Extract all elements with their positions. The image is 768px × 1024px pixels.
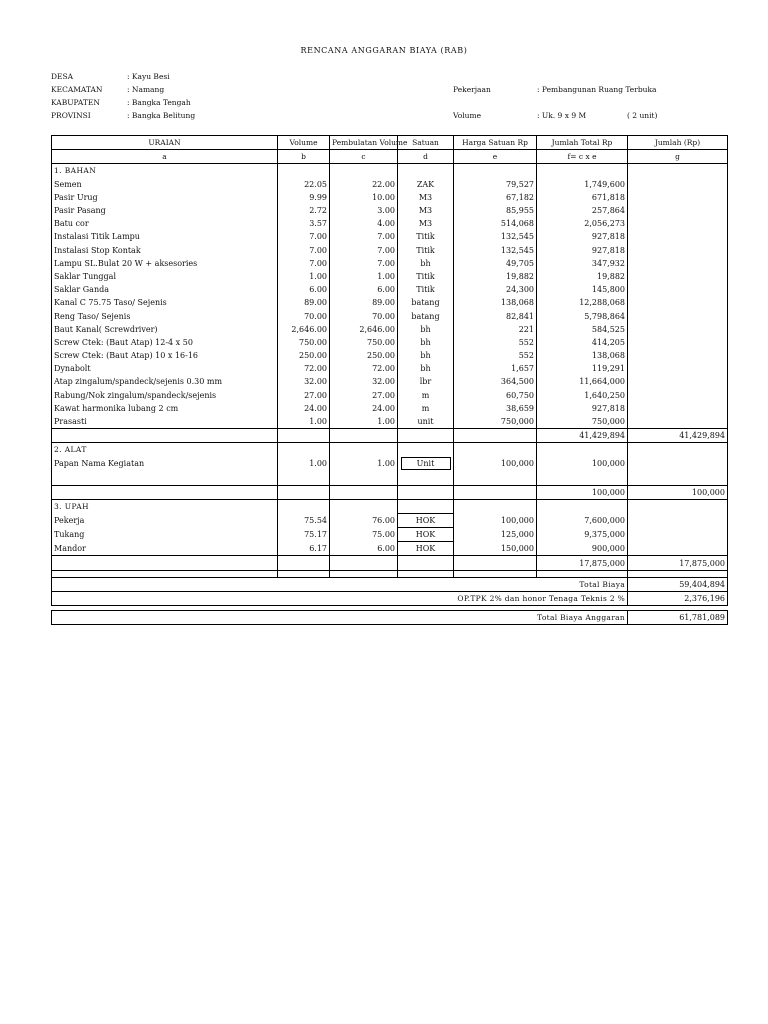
- alat-jumlah: 100,000: [628, 485, 728, 499]
- alat-spacer-row-cell: [52, 471, 278, 486]
- item-jumlah: [628, 415, 728, 429]
- upah-subtotal-cell: [330, 556, 398, 570]
- item-satuan: unit: [398, 415, 454, 429]
- item-satuan: Titik: [398, 244, 454, 257]
- item-total: 927,818: [537, 402, 628, 415]
- item-pembulatan: 32.00: [330, 375, 398, 388]
- item-harga: 364,500: [454, 375, 537, 388]
- item-jumlah: [628, 257, 728, 270]
- alat-spacer-row-cell: [537, 471, 628, 486]
- item-volume: 1.00: [278, 415, 330, 429]
- alat-spacer-row-cell: [278, 471, 330, 486]
- upah-subtotal-cell: [52, 556, 278, 570]
- item-jumlah: [628, 389, 728, 402]
- info-kecamatan-value: : Namang: [127, 85, 165, 94]
- item-volume: 1.00: [278, 270, 330, 283]
- bahan-section-cell: [398, 164, 454, 178]
- info-provinsi: [51, 111, 195, 120]
- upah-section-row: [52, 499, 728, 513]
- letter-e: e: [454, 150, 537, 164]
- item-total: 100,000: [537, 457, 628, 471]
- item-pembulatan: 6.00: [330, 283, 398, 296]
- bahan-section-cell: [278, 164, 330, 178]
- item-harga: 514,068: [454, 217, 537, 230]
- col-uraian: URAIAN: [52, 136, 278, 150]
- item-total: 11,664,000: [537, 375, 628, 388]
- item-total: 414,205: [537, 336, 628, 349]
- item-satuan: HOK: [398, 528, 454, 542]
- alat-row: [52, 457, 728, 471]
- item-volume: 7.00: [278, 230, 330, 243]
- item-satuan: batang: [398, 296, 454, 309]
- item-pembulatan: 3.00: [330, 204, 398, 217]
- alat-section-cell: [330, 443, 398, 457]
- item-total: 927,818: [537, 230, 628, 243]
- item-satuan: ZAK: [398, 178, 454, 191]
- bahan-row: [52, 375, 728, 388]
- item-satuan: M3: [398, 204, 454, 217]
- bahan-row: [52, 415, 728, 429]
- item-pembulatan: 10.00: [330, 191, 398, 204]
- item-harga: 19,882: [454, 270, 537, 283]
- upah-subtotal-cell: [278, 556, 330, 570]
- item-pembulatan: 250.00: [330, 349, 398, 362]
- alat-section-label: 2. ALAT: [52, 443, 278, 457]
- alat-subtotal-cell: [278, 485, 330, 499]
- bahan-row: [52, 257, 728, 270]
- item-total: 1,749,600: [537, 178, 628, 191]
- item-total: 19,882: [537, 270, 628, 283]
- item-volume: 9.99: [278, 191, 330, 204]
- alat-spacer-row-cell: [454, 471, 537, 486]
- item-name: Atap zingalum/spandeck/sejenis 0.30 mm: [52, 375, 278, 388]
- col-satuan: Satuan: [398, 136, 454, 150]
- item-harga: 150,000: [454, 542, 537, 556]
- item-name: Rabung/Nok zingalum/spandeck/sejenis: [52, 389, 278, 402]
- alat-subtotal-cell: [398, 485, 454, 499]
- bahan-subtotal-cell: [454, 429, 537, 443]
- item-satuan: Titik: [398, 270, 454, 283]
- info-provinsi-value: : Bangka Belitung: [127, 111, 196, 120]
- upah-section-cell: [537, 499, 628, 513]
- item-harga: 100,000: [454, 513, 537, 527]
- item-pembulatan: 89.00: [330, 296, 398, 309]
- upah-row: [52, 542, 728, 556]
- total-biaya-value: 59,404,894: [628, 577, 728, 591]
- item-volume: 750.00: [278, 336, 330, 349]
- item-satuan: bh: [398, 336, 454, 349]
- item-jumlah: [628, 542, 728, 556]
- item-name: Screw Ctek: (Baut Atap) 12-4 x 50: [52, 336, 278, 349]
- upah-subtotal: 17,875,000: [537, 556, 628, 570]
- bahan-subtotal-cell: [330, 429, 398, 443]
- item-name: Papan Nama Kegiatan: [52, 457, 278, 471]
- bahan-subtotal: 41,429,894: [537, 429, 628, 443]
- item-jumlah: [628, 270, 728, 283]
- rab-body: [52, 164, 728, 625]
- item-name: Kawat harmonika lubang 2 cm: [52, 402, 278, 415]
- item-harga: 49,705: [454, 257, 537, 270]
- item-name: Semen: [52, 178, 278, 191]
- item-volume: 75.54: [278, 513, 330, 527]
- item-jumlah: [628, 204, 728, 217]
- item-volume: 7.00: [278, 244, 330, 257]
- bahan-row: [52, 349, 728, 362]
- item-total: 138,068: [537, 349, 628, 362]
- gap-row-cell: [628, 570, 728, 577]
- bahan-row: [52, 402, 728, 415]
- item-jumlah: [628, 336, 728, 349]
- item-volume: 2.72: [278, 204, 330, 217]
- gap-row-cell: [398, 570, 454, 577]
- item-total: 1,640,250: [537, 389, 628, 402]
- item-pembulatan: 70.00: [330, 309, 398, 322]
- item-harga: 132,545: [454, 244, 537, 257]
- bahan-subtotal-cell: [52, 429, 278, 443]
- alat-section-cell: [454, 443, 537, 457]
- alat-subtotal-cell: [52, 485, 278, 499]
- item-jumlah: [628, 528, 728, 542]
- upah-subtotal-row: [52, 556, 728, 570]
- bahan-row: [52, 323, 728, 336]
- item-name: Pasir Urug: [52, 191, 278, 204]
- item-jumlah: [628, 191, 728, 204]
- bahan-section-cell: [537, 164, 628, 178]
- letter-c: c: [330, 150, 398, 164]
- item-jumlah: [628, 375, 728, 388]
- item-harga: 221: [454, 323, 537, 336]
- item-harga: 750,000: [454, 415, 537, 429]
- item-harga: 79,527: [454, 178, 537, 191]
- item-total: 927,818: [537, 244, 628, 257]
- bahan-subtotal-cell: [278, 429, 330, 443]
- item-pembulatan: 75.00: [330, 528, 398, 542]
- bahan-subtotal-row: [52, 429, 728, 443]
- col-jumlah-total: Jumlah Total Rp: [537, 136, 628, 150]
- item-total: 12,288,068: [537, 296, 628, 309]
- bahan-row: [52, 296, 728, 309]
- bahan-section-cell: [628, 164, 728, 178]
- upah-section-label: 3. UPAH: [52, 499, 278, 513]
- item-name: Pasir Pasang: [52, 204, 278, 217]
- item-jumlah: [628, 402, 728, 415]
- alat-section-cell: [278, 443, 330, 457]
- item-name: Screw Ctek: (Baut Atap) 10 x 16-16: [52, 349, 278, 362]
- item-volume: 22.05: [278, 178, 330, 191]
- total-anggaran-label: Total Biaya Anggaran: [52, 611, 628, 625]
- item-volume: 32.00: [278, 375, 330, 388]
- alat-spacer-row-cell: [398, 471, 454, 486]
- col-harga-satuan: Harga Satuan Rp: [454, 136, 537, 150]
- upah-section-cell: [398, 499, 454, 513]
- bahan-jumlah: 41,429,894: [628, 429, 728, 443]
- item-name: Kanal C 75.75 Taso/ Sejenis: [52, 296, 278, 309]
- item-name: Pekerja: [52, 513, 278, 527]
- bahan-row: [52, 191, 728, 204]
- item-jumlah: [628, 309, 728, 322]
- alat-section-row: [52, 443, 728, 457]
- item-name: Instalasi Stop Kontak: [52, 244, 278, 257]
- letters-row: [52, 150, 728, 164]
- alat-section-cell: [537, 443, 628, 457]
- bahan-row: [52, 178, 728, 191]
- item-jumlah: [628, 283, 728, 296]
- bahan-row: [52, 309, 728, 322]
- item-harga: 85,955: [454, 204, 537, 217]
- item-harga: 24,300: [454, 283, 537, 296]
- item-harga: 552: [454, 349, 537, 362]
- item-name: Tukang: [52, 528, 278, 542]
- item-harga: 67,182: [454, 191, 537, 204]
- item-volume: 2,646.00: [278, 323, 330, 336]
- item-pembulatan: 1.00: [330, 457, 398, 471]
- item-pembulatan: 4.00: [330, 217, 398, 230]
- item-harga: 125,000: [454, 528, 537, 542]
- bahan-row: [52, 244, 728, 257]
- info-kabupaten: [51, 98, 191, 107]
- item-pembulatan: 24.00: [330, 402, 398, 415]
- item-pembulatan: 1.00: [330, 270, 398, 283]
- alat-subtotal-cell: [454, 485, 537, 499]
- item-jumlah: [628, 244, 728, 257]
- item-satuan: m: [398, 402, 454, 415]
- item-volume: 250.00: [278, 349, 330, 362]
- upah-subtotal-cell: [398, 556, 454, 570]
- op-tpk-row: [52, 591, 728, 605]
- item-volume: 1.00: [278, 457, 330, 471]
- info-volume-key: Volume: [453, 111, 482, 120]
- bahan-row: [52, 217, 728, 230]
- upah-row: [52, 528, 728, 542]
- item-volume: 70.00: [278, 309, 330, 322]
- item-volume: 3.57: [278, 217, 330, 230]
- item-volume: 24.00: [278, 402, 330, 415]
- item-satuan: batang: [398, 309, 454, 322]
- info-volume-value: : Uk. 9 x 9 M: [537, 111, 587, 120]
- letter-f: f= c x e: [537, 150, 628, 164]
- item-pembulatan: 7.00: [330, 230, 398, 243]
- item-satuan: HOK: [398, 513, 454, 527]
- upah-section-cell: [454, 499, 537, 513]
- item-pembulatan: 27.00: [330, 389, 398, 402]
- alat-spacer-row: [52, 471, 728, 486]
- item-satuan: bh: [398, 349, 454, 362]
- item-jumlah: [628, 513, 728, 527]
- item-total: 347,932: [537, 257, 628, 270]
- letter-g: g: [628, 150, 728, 164]
- info-kecamatan: [51, 85, 164, 94]
- item-jumlah: [628, 217, 728, 230]
- item-jumlah: [628, 230, 728, 243]
- bahan-section-cell: [454, 164, 537, 178]
- info-desa-value: : Kayu Besi: [127, 72, 170, 81]
- item-satuan: bh: [398, 323, 454, 336]
- gap-row-cell: [454, 570, 537, 577]
- item-jumlah: [628, 457, 728, 471]
- rab-table: [51, 135, 728, 625]
- header-row: [52, 136, 728, 150]
- total-anggaran-value: 61,781,089: [628, 611, 728, 625]
- upah-section-cell: [330, 499, 398, 513]
- item-name: Saklar Tunggal: [52, 270, 278, 283]
- item-harga: 60,750: [454, 389, 537, 402]
- item-total: 584,525: [537, 323, 628, 336]
- total-anggaran-row: [52, 611, 728, 625]
- item-pembulatan: 22.00: [330, 178, 398, 191]
- bahan-row: [52, 336, 728, 349]
- bahan-row: [52, 230, 728, 243]
- item-name: Prasasti: [52, 415, 278, 429]
- alat-subtotal-cell: [330, 485, 398, 499]
- alat-section-cell: [628, 443, 728, 457]
- item-volume: 6.17: [278, 542, 330, 556]
- item-satuan: bh: [398, 362, 454, 375]
- letter-b: b: [278, 150, 330, 164]
- op-tpk-value: 2,376,196: [628, 591, 728, 605]
- col-volume: Volume: [278, 136, 330, 150]
- item-harga: 38,659: [454, 402, 537, 415]
- item-volume: 6.00: [278, 283, 330, 296]
- item-pembulatan: 7.00: [330, 257, 398, 270]
- info-pekerjaan-key: Pekerjaan: [453, 85, 491, 94]
- item-total: 900,000: [537, 542, 628, 556]
- item-pembulatan: 72.00: [330, 362, 398, 375]
- item-total: 257,864: [537, 204, 628, 217]
- item-harga: 132,545: [454, 230, 537, 243]
- item-name: Baut Kanal( Screwdriver): [52, 323, 278, 336]
- item-total: 119,291: [537, 362, 628, 375]
- alat-spacer-row-cell: [330, 471, 398, 486]
- gap-row-cell: [330, 570, 398, 577]
- item-satuan: HOK: [398, 542, 454, 556]
- item-harga: 82,841: [454, 309, 537, 322]
- bahan-section-label: 1. BAHAN: [52, 164, 278, 178]
- item-satuan: lbr: [398, 375, 454, 388]
- info-provinsi-key: PROVINSI: [51, 111, 91, 120]
- item-satuan: [398, 457, 454, 471]
- upah-section-cell: [278, 499, 330, 513]
- item-harga: 100,000: [454, 457, 537, 471]
- op-tpk-label: OP.TPK 2% dan honor Tenaga Teknis 2 %: [52, 591, 628, 605]
- total-biaya-label: Total Biaya: [52, 577, 628, 591]
- item-jumlah: [628, 362, 728, 375]
- item-name: Saklar Ganda: [52, 283, 278, 296]
- item-volume: 89.00: [278, 296, 330, 309]
- item-jumlah: [628, 349, 728, 362]
- item-satuan: M3: [398, 217, 454, 230]
- item-total: 9,375,000: [537, 528, 628, 542]
- item-pembulatan: 7.00: [330, 244, 398, 257]
- item-satuan: m: [398, 389, 454, 402]
- bahan-row: [52, 204, 728, 217]
- item-pembulatan: 2,646.00: [330, 323, 398, 336]
- gap-row-cell: [278, 570, 330, 577]
- item-total: 2,056,273: [537, 217, 628, 230]
- letter-a: a: [52, 150, 278, 164]
- total-biaya-row: [52, 577, 728, 591]
- alat-subtotal: 100,000: [537, 485, 628, 499]
- info-unit-note: ( 2 unit): [627, 111, 658, 120]
- bahan-section-cell: [330, 164, 398, 178]
- info-kecamatan-key: KECAMATAN: [51, 85, 103, 94]
- item-name: Instalasi Titik Lampu: [52, 230, 278, 243]
- info-pekerjaan-value: : Pembangunan Ruang Terbuka: [537, 85, 657, 94]
- bahan-row: [52, 389, 728, 402]
- item-total: 750,000: [537, 415, 628, 429]
- item-volume: 7.00: [278, 257, 330, 270]
- gap-row-cell: [52, 570, 278, 577]
- item-name: Dynabolt: [52, 362, 278, 375]
- item-harga: 1,657: [454, 362, 537, 375]
- bahan-row: [52, 362, 728, 375]
- item-jumlah: [628, 178, 728, 191]
- item-harga: 552: [454, 336, 537, 349]
- gap-row: [52, 570, 728, 577]
- info-desa-key: DESA: [51, 72, 74, 81]
- info-kabupaten-value: : Bangka Tengah: [127, 98, 191, 107]
- alat-subtotal-row: [52, 485, 728, 499]
- item-pembulatan: 1.00: [330, 415, 398, 429]
- item-satuan: Titik: [398, 230, 454, 243]
- bahan-row: [52, 283, 728, 296]
- alat-section-cell: [398, 443, 454, 457]
- item-total: 7,600,000: [537, 513, 628, 527]
- upah-section-cell: [628, 499, 728, 513]
- item-pembulatan: 76.00: [330, 513, 398, 527]
- item-name: Batu cor: [52, 217, 278, 230]
- letter-d: d: [398, 150, 454, 164]
- upah-row: [52, 513, 728, 527]
- upah-subtotal-cell: [454, 556, 537, 570]
- item-jumlah: [628, 323, 728, 336]
- item-total: 5,798,864: [537, 309, 628, 322]
- bahan-subtotal-cell: [398, 429, 454, 443]
- item-satuan: M3: [398, 191, 454, 204]
- item-satuan: bh: [398, 257, 454, 270]
- bahan-row: [52, 270, 728, 283]
- upah-jumlah: 17,875,000: [628, 556, 728, 570]
- item-pembulatan: 750.00: [330, 336, 398, 349]
- item-name: Lampu SL.Bulat 20 W + aksesories: [52, 257, 278, 270]
- document-title: RENCANA ANGGARAN BIAYA (RAB): [300, 46, 468, 55]
- item-satuan: Titik: [398, 283, 454, 296]
- gap-row-cell: [537, 570, 628, 577]
- unit-box: Unit: [401, 457, 451, 470]
- item-total: 145,800: [537, 283, 628, 296]
- col-jumlah: Jumlah (Rp): [628, 136, 728, 150]
- item-volume: 27.00: [278, 389, 330, 402]
- info-kabupaten-key: KABUPATEN: [51, 98, 100, 107]
- item-pembulatan: 6.00: [330, 542, 398, 556]
- item-name: Reng Taso/ Sejenis: [52, 309, 278, 322]
- item-jumlah: [628, 296, 728, 309]
- item-harga: 138,068: [454, 296, 537, 309]
- item-total: 671,818: [537, 191, 628, 204]
- item-volume: 72.00: [278, 362, 330, 375]
- item-name: Mandor: [52, 542, 278, 556]
- alat-spacer-row-cell: [628, 471, 728, 486]
- col-pembulatan: Pembulatan Volume: [330, 136, 398, 150]
- item-volume: 75.17: [278, 528, 330, 542]
- info-desa: [51, 72, 170, 81]
- bahan-section-row: [52, 164, 728, 178]
